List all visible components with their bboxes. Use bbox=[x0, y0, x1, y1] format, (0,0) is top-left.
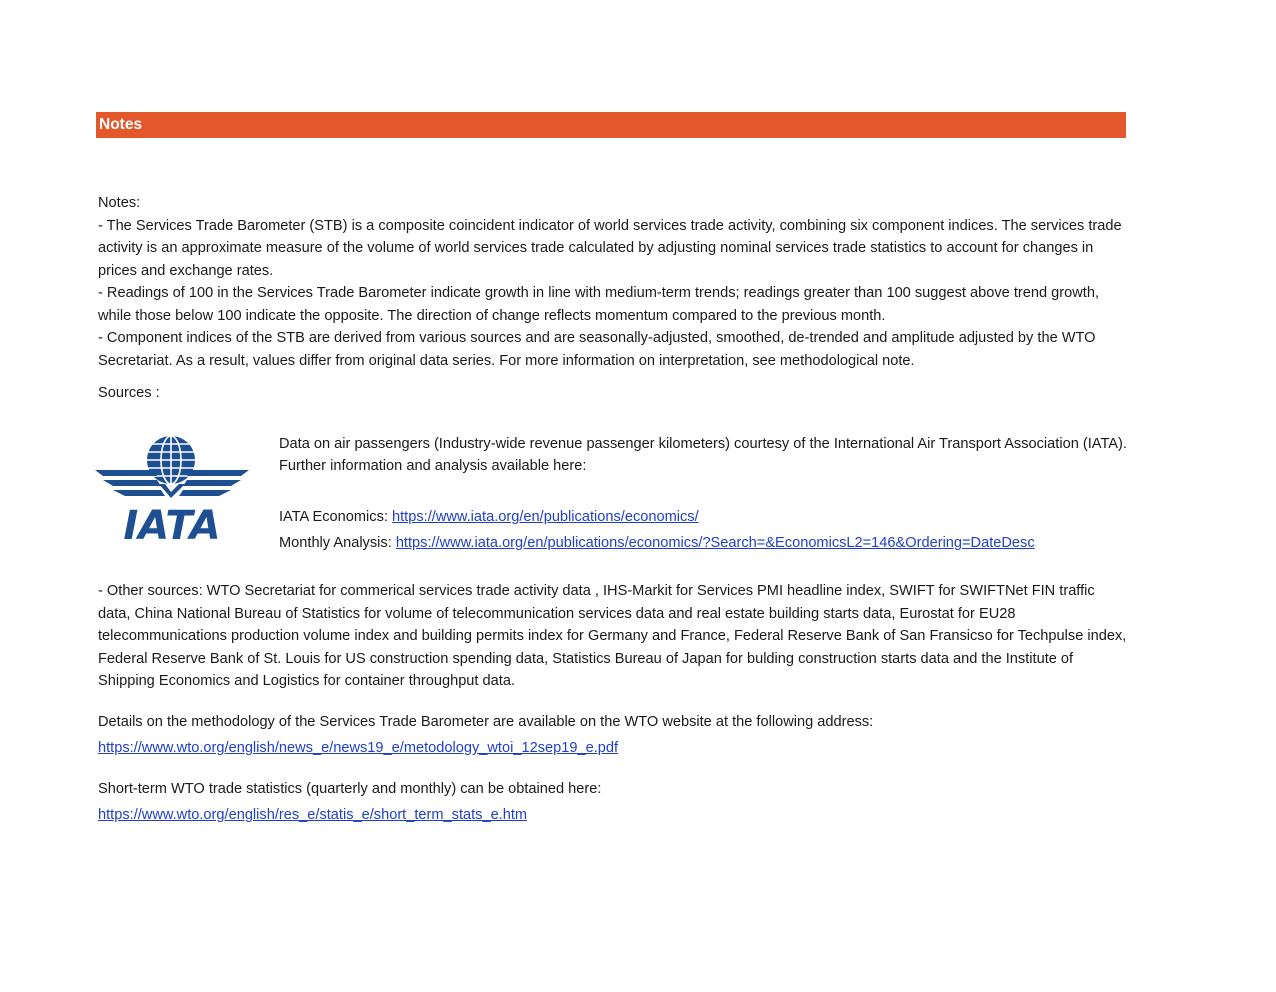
notes-paragraph-1: - The Services Trade Barometer (STB) is a composite coincident indicator of world services trade activity, combining six component indices. The services trade activity is an approximate measure of the volume of world services trade calculated by adjusting nominal services trade statistics to account for changes in prices and exchange rates. bbox=[98, 217, 1122, 279]
short-term-text: Short-term WTO trade statistics (quarterly and monthly) can be obtained here: bbox=[98, 781, 602, 797]
iata-monthly-line bbox=[279, 532, 1139, 554]
short-term-section bbox=[98, 776, 1128, 828]
short-term-link[interactable]: https://www.wto.org/english/res_e/statis_e/short_term_stats_e.htm bbox=[98, 807, 528, 823]
iata-source-block bbox=[279, 433, 1139, 554]
iata-monthly-label: Monthly Analysis: bbox=[279, 535, 396, 551]
iata-intro: Data on air passengers (Industry-wide revenue passenger kilometers) courtesy of the International Air Transport Association (IATA). Further information and analysis available here: bbox=[279, 436, 1127, 474]
iata-logo-icon bbox=[93, 432, 253, 544]
notes-section bbox=[98, 192, 1128, 372]
methodology-link[interactable]: https://www.wto.org/english/news_e/news19_e/metodology_wtoi_12sep19_e.pdf bbox=[98, 740, 619, 756]
iata-economics-label: IATA Economics: bbox=[279, 509, 393, 525]
notes-paragraph-2: - Readings of 100 in the Services Trade Barometer indicate growth in line with medium-term trends; readings greater than 100 suggest above trend growth, while those below 100 indicate the opposite. The direction of change reflects momentum compared to the previous month. bbox=[98, 285, 1100, 324]
other-sources: - Other sources: WTO Secretariat for commerical services trade activity data , IHS-Markit for Services PMI headline index, SWIFT for SWIFTNet FIN traffic data, China National Bureau of Statistics for volume of telecommunication services data and real estate building starts data, Eurostat for EU28 telecommunications production volume index and building permits index for Germany and France, Federal Reserve Bank of San Fransicso for Techpulse index, Federal Reserve Bank of St. Louis for US construction spending data, Statistics Bureau of Japan for bulding construction starts data and the Institute of Shipping Economics and Logistics for container throughput data. bbox=[98, 583, 1127, 689]
banner-title: Notes bbox=[99, 116, 143, 133]
methodology-section bbox=[98, 709, 1128, 761]
iata-monthly-link[interactable]: https://www.iata.org/en/publications/economics/?Search=&EconomicsL2=146&Ordering=DateDesc bbox=[395, 535, 1035, 551]
iata-economics-link[interactable]: https://www.iata.org/en/publications/economics/ bbox=[392, 509, 699, 525]
sources-heading: Sources : bbox=[98, 385, 160, 401]
notes-paragraph-3: - Component indices of the STB are derived from various sources and are seasonally-adjusted, smoothed, de-trended and amplitude adjusted by the WTO Secretariat. As a result, values differ from original data series. For more information on interpretation, see methodological note. bbox=[98, 330, 1096, 369]
methodology-text: Details on the methodology of the Services Trade Barometer are available on the WTO website at the following address: bbox=[98, 714, 874, 730]
notes-banner bbox=[96, 112, 1126, 138]
iata-economics-line bbox=[279, 506, 1139, 528]
notes-heading: Notes: bbox=[98, 195, 141, 211]
iata-logo-text: IATA bbox=[123, 503, 221, 544]
